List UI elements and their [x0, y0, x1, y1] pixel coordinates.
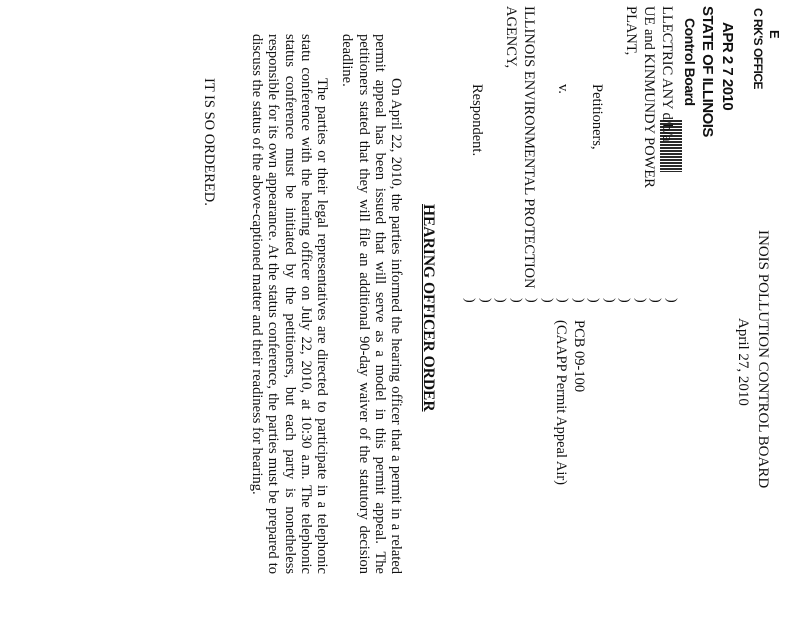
caption-paren: ): [664, 298, 679, 303]
caption-paren: ): [462, 298, 478, 303]
caption-paren: ): [509, 298, 524, 303]
stamp-received-date: APR 2 7 2010: [719, 22, 736, 111]
caption-paren: ): [540, 298, 555, 303]
caption-paren: ): [602, 298, 617, 303]
caption-paren: ): [524, 298, 540, 303]
closing-statement: IT IS SO ORDERED.: [201, 78, 217, 206]
petitioner-name-line-1: LLECTRIC ANY d/b/a: [659, 6, 675, 142]
respondent-name-line-2: AGENCY,: [503, 6, 519, 69]
stamp-control-board: Control Board: [682, 18, 698, 106]
caption-paren: ): [648, 298, 664, 303]
caption-paren: ): [571, 298, 586, 303]
stamp-letter-e: E: [767, 30, 782, 39]
caption-paren: ): [617, 298, 633, 303]
stamp-clerks-office: C RK'S OFFICE: [751, 8, 765, 90]
petitioners-label: Petitioners,: [589, 84, 605, 150]
board-name: INOIS POLLUTION CONTROL BOARD: [755, 230, 771, 489]
petitioner-name-line-2: UE and KINMUNDY POWER: [641, 6, 657, 188]
petitioner-name-line-3: PLANT,: [623, 6, 639, 56]
caption-paren: ): [478, 298, 493, 303]
case-number: PCB 09-100: [571, 320, 587, 393]
respondent-label: Respondent.: [469, 84, 485, 157]
paragraph-2: The parties or their legal representatives are directed to participate in a telephonic statu conference with the hearing officer on July 22, 2010, at 10:30 a.m. The telephonic status conference must be initiated by the petitioners, but each party is nonetheless responsible for its own appearance. At the status conference, the parties must be prepared to discuss the status of the above-captioned matter and their readiness for hearing.: [249, 34, 330, 574]
caption-paren: ): [493, 298, 509, 303]
respondent-name-line-1: ILLINOIS ENVIRONMENTAL PROTECTION: [521, 6, 537, 289]
order-date: April 27, 2010: [735, 318, 751, 406]
versus-label: v.: [555, 84, 571, 94]
caption-paren: ): [555, 298, 571, 303]
caption-paren: ): [633, 298, 648, 303]
order-title: HEARING OFFICER ORDER: [420, 204, 437, 412]
caption-paren-column: [461, 298, 678, 303]
paragraph-1: On April 22, 2010, the parties informed the hearing officer that a permit in a related permit appeal has been issued that will serve as a model in this permit appeal. The petitioners stated that they will file an additional 90-day waiver of the statutory decision deadline.: [339, 34, 404, 574]
caption-paren: ): [586, 298, 602, 303]
case-type: (CAAPP Permit Appeal Air): [553, 320, 569, 486]
stamp-state: STATE OF ILLINOIS: [699, 6, 716, 137]
